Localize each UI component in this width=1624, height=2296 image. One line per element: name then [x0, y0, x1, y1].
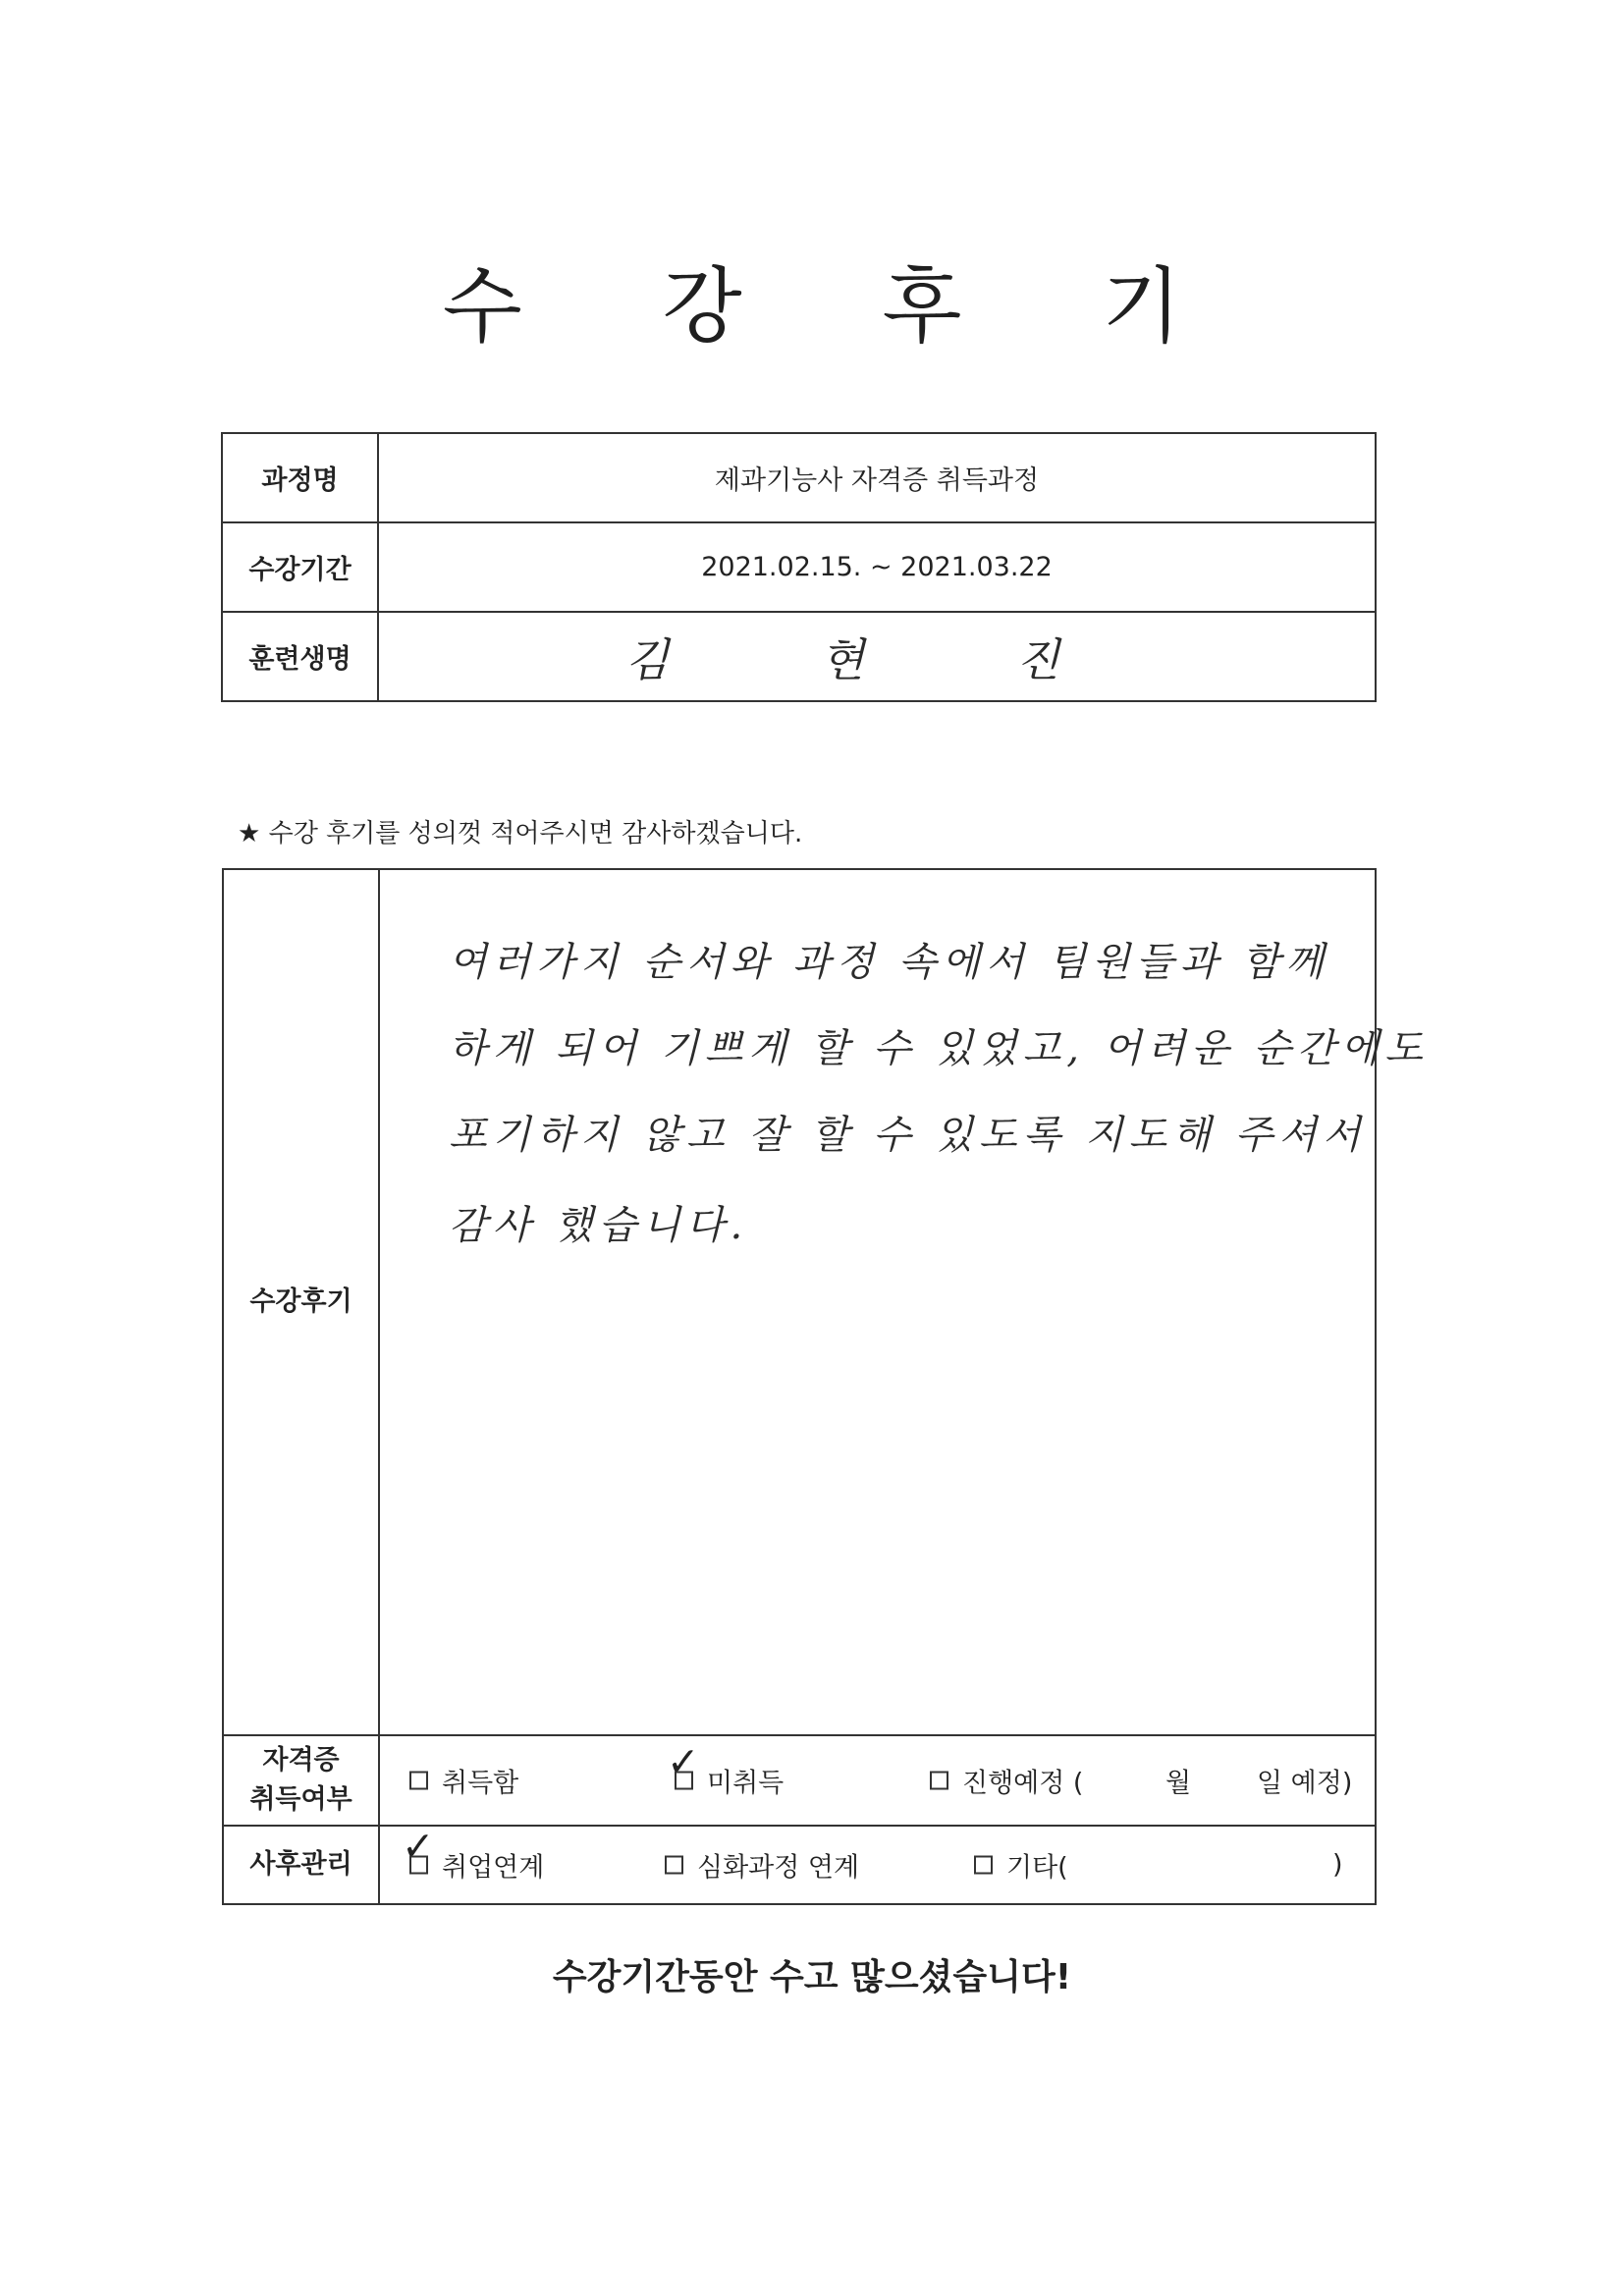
trainee-name-field[interactable] [378, 612, 1376, 701]
course-name-value: 제과기능사 자격증 취득과정 [378, 433, 1376, 522]
other-close-paren: ) [1332, 1849, 1343, 1881]
notice-text: ★ 수강 후기를 성의껏 적어주시면 감사하겠습니다. [238, 819, 803, 848]
option-scheduled[interactable]: 진행예정 ( [930, 1762, 1083, 1800]
review-line: 여러가지 순서와 과정 속에서 팀원들과 함께 [449, 940, 1330, 985]
course-period-value: 2021.02.15. ~ 2021.03.22 [378, 522, 1376, 612]
course-period-label: 수강기간 [222, 522, 378, 612]
check-mark-icon: ✓ [402, 1824, 435, 1870]
day-scheduled-label: 일 예정) [1257, 1768, 1353, 1799]
month-label: 월 [1165, 1768, 1192, 1799]
aftercare-label: 사후관리 [223, 1826, 379, 1904]
trainee-name-label: 훈련생명 [222, 612, 378, 701]
option-other[interactable]: 기타( [974, 1846, 1068, 1885]
trainee-name-handwritten: 김 현 진 [624, 632, 1129, 686]
checkbox-advanced-course[interactable] [665, 1856, 683, 1875]
page-title: 수 강 후 기 [442, 258, 1239, 355]
option-acquired[interactable]: 취득함 [409, 1762, 518, 1800]
option-job-placement[interactable]: ✓ 취업연계 [402, 1824, 545, 1884]
check-mark-icon: ✓ [667, 1739, 700, 1785]
checkbox-acquired[interactable] [409, 1772, 428, 1790]
checkbox-other[interactable] [974, 1856, 993, 1875]
review-label: 수강후기 [223, 869, 379, 1735]
aftercare-options [379, 1826, 1376, 1904]
certification-label [223, 1735, 379, 1826]
certification-options [379, 1735, 1376, 1826]
review-line: 포기하지 않고 잘 할 수 있도록 지도해 주셔서 [449, 1113, 1367, 1158]
checkbox-scheduled[interactable] [930, 1772, 948, 1790]
review-text-area[interactable] [379, 869, 1429, 1735]
certification-label-line2: 취득여부 [249, 1784, 352, 1815]
review-line: 하게 되어 기쁘게 할 수 있었고, 어려운 순간에도 [449, 1026, 1429, 1071]
review-table [222, 868, 1429, 1905]
option-not-acquired[interactable]: ✓ 미취득 [667, 1739, 785, 1799]
course-name-label: 과정명 [222, 433, 378, 522]
closing-message: 수강기간동안 수고 많으셨습니다! [552, 1957, 1072, 1997]
course-info-table [221, 432, 1377, 702]
option-advanced-course[interactable]: 심화과정 연계 [665, 1846, 859, 1885]
certification-label-line1: 자격증 [262, 1745, 340, 1776]
review-line: 감사 했습니다. [449, 1203, 749, 1248]
